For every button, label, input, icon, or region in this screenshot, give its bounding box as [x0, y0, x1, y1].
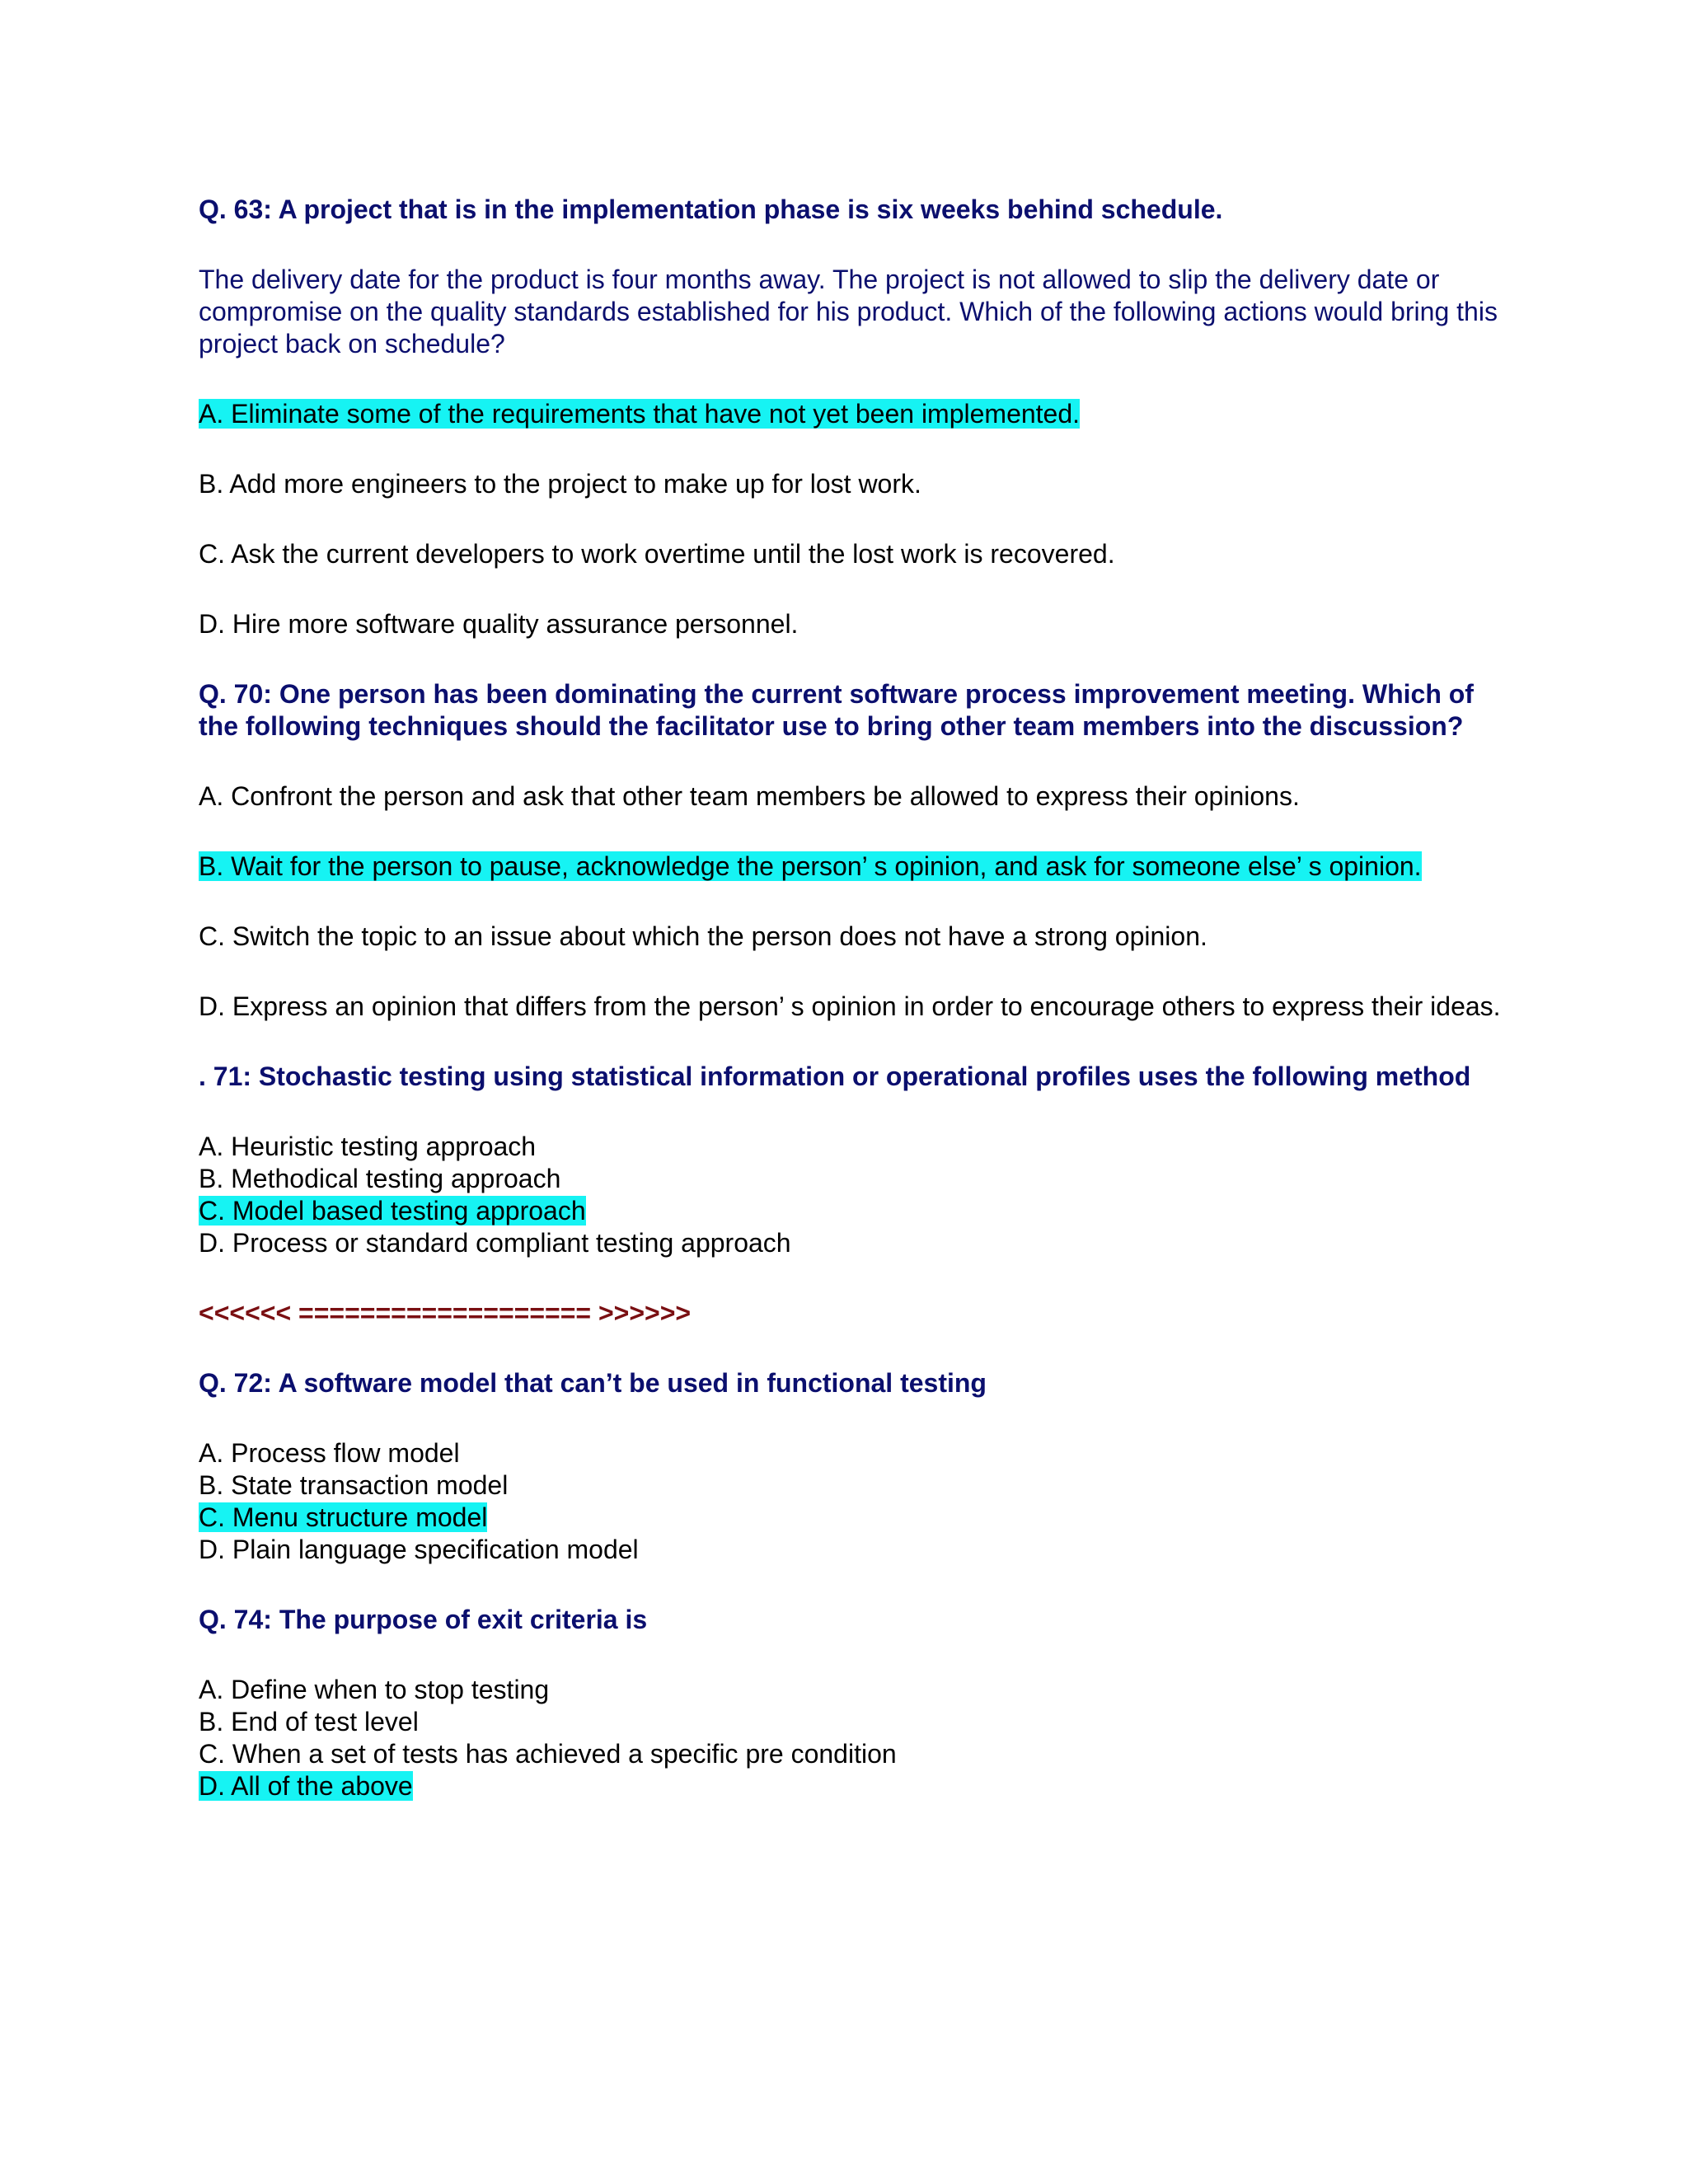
q63-option-d: D. Hire more software quality assurance personnel. — [199, 609, 799, 639]
answer-highlight: A. Eliminate some of the requirements that have not yet been implemented. — [199, 399, 1081, 429]
answer-highlight: D. All of the above — [199, 1771, 413, 1801]
q70-option-a: A. Confront the person and ask that other team members be allowed to express their opinions. — [199, 781, 1300, 811]
q71-title: . 71: Stochastic testing using statistical information or operational profiles uses the following method — [199, 1062, 1471, 1091]
answer-highlight: C. Model based testing approach — [199, 1196, 586, 1226]
q63-title: Q. 63: A project that is in the implementation phase is six weeks behind schedule. — [199, 194, 1223, 224]
q74-option-d — [199, 1770, 1517, 1802]
q71-option-a: A. Heuristic testing approach — [199, 1132, 537, 1161]
q70-option-c: C. Switch the topic to an issue about which the person does not have a strong opinion. — [199, 921, 1207, 951]
section-separator: <<<<<< =================== >>>>>> — [199, 1298, 692, 1328]
q74-option-a: A. Define when to stop testing — [199, 1675, 550, 1704]
q74-title: Q. 74: The purpose of exit criteria is — [199, 1605, 648, 1634]
q74-option-c: C. When a set of tests has achieved a specific pre condition — [199, 1739, 897, 1769]
answer-highlight: B. Wait for the person to pause, acknowledge the person’ s opinion, and ask for someone else’ s opinion. — [199, 851, 1422, 881]
q63-option-b: B. Add more engineers to the project to make up for lost work. — [199, 469, 921, 499]
q70-option-b — [199, 851, 1517, 883]
q63-option-a — [199, 398, 1517, 430]
document-page — [199, 194, 1517, 1802]
q63-option-c: C. Ask the current developers to work overtime until the lost work is recovered. — [199, 539, 1115, 569]
q72-option-b: B. State transaction model — [199, 1470, 509, 1500]
q70-option-d: D. Express an opinion that differs from the person’ s opinion in order to encourage others to express their ideas. — [199, 991, 1501, 1021]
q74-option-b: B. End of test level — [199, 1707, 419, 1736]
q72-option-c — [199, 1502, 1517, 1534]
q71-option-c — [199, 1195, 1517, 1227]
q71-option-b: B. Methodical testing approach — [199, 1164, 561, 1193]
q72-option-a: A. Process flow model — [199, 1438, 460, 1468]
answer-highlight: C. Menu structure model — [199, 1502, 488, 1532]
q72-option-d: D. Plain language specification model — [199, 1535, 639, 1564]
q71-option-d: D. Process or standard compliant testing approach — [199, 1228, 791, 1258]
q63-body: The delivery date for the product is four months away. The project is not allowed to slip the delivery date or compromise on the quality standards established for his product. Which of the following actions would bring this project back on schedule? — [199, 265, 1498, 359]
q70-title: Q. 70: One person has been dominating the current software process improvement meeting. Which of the following techniques should the facilitator use to bring other team members into the discussion? — [199, 679, 1474, 741]
q72-title: Q. 72: A software model that can’t be used in functional testing — [199, 1368, 987, 1398]
